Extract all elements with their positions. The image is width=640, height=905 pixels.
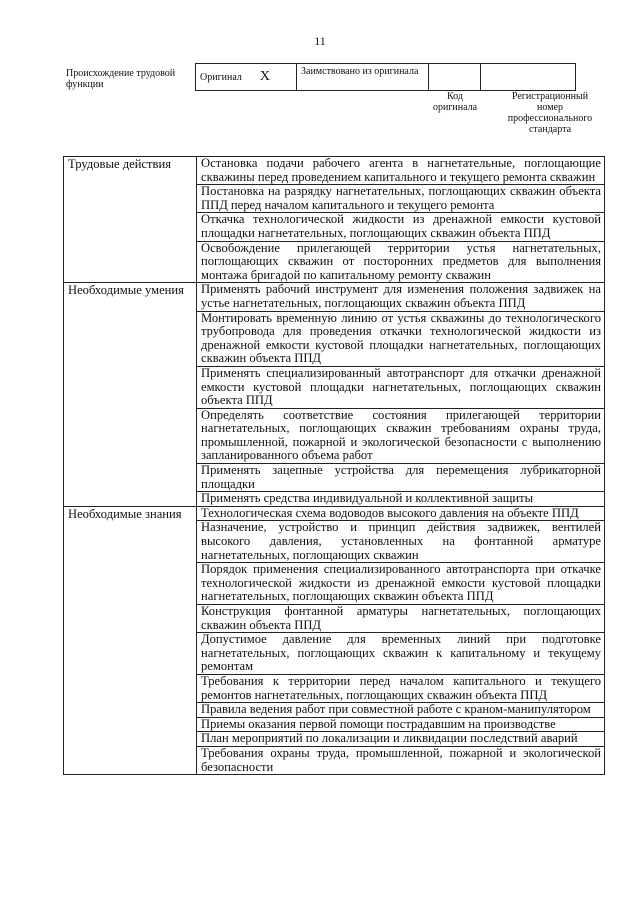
- required-knowledge-item: План мероприятий по локализации и ликвидации последствий аварий: [197, 732, 605, 747]
- table-row: [64, 283, 605, 311]
- labor-actions-heading: Трудовые действия: [64, 157, 197, 283]
- required-knowledge-item: Требования охраны труда, промышленной, пожарной и экологической безопасности: [197, 746, 605, 774]
- required-knowledge-item: Назначение, устройство и принцип действия задвижек, вентилей высокого давления, установленных на фонтанной арматуре нагнетательных, поглощающих скважин: [197, 521, 605, 563]
- required-knowledge-item: Допустимое давление для временных линий при подготовке нагнетательных, поглощающих скважин к капитальному и текущему ремонтам: [197, 633, 605, 675]
- required-skills-item: Применять рабочий инструмент для изменения положения задвижек на устье нагнетательных, поглощающих скважин объекта ППД: [197, 283, 605, 311]
- labor-actions-item: Откачка технологической жидкости из дренажной емкости кустовой площадки нагнетательных, поглощающих скважин объекта ППД: [197, 213, 605, 241]
- page-number: 11: [314, 34, 326, 48]
- required-skills-item: Применять специализированный автотранспорт для откачки дренажной емкости кустовой площадки нагнетательных, поглощающих скважин объекта ППД: [197, 366, 605, 408]
- required-knowledge-item: Приемы оказания первой помощи пострадавшим на производстве: [197, 717, 605, 732]
- required-skills-item: Определять соответствие состояния прилегающей территории нагнетательных, поглощающих скважин требованиям охраны труда, промышленной, пожарной и экологической безопасности с выполнению запланированного объема работ: [197, 408, 605, 463]
- required-knowledge-item: Требования к территории перед началом капитального и текущего ремонтов нагнетательных, поглощающих скважин объекта ППД: [197, 674, 605, 702]
- borrowed-cell: [297, 64, 429, 91]
- original-label: Оригинал: [200, 72, 242, 83]
- registration-cell: [481, 64, 576, 91]
- borrowed-label: Заимствовано из оригинала: [301, 66, 419, 77]
- required-knowledge-heading: Необходимые знания: [64, 506, 197, 774]
- original-cell: [196, 64, 297, 91]
- required-skills-item: Монтировать временную линию от устья скважины до технологического трубопровода для проведения откачки технологической жидкости из дренажной емкости кустовой площадки нагнетательных, поглощающих скважин объекта ППД: [197, 311, 605, 366]
- code-label: Код оригинала: [432, 91, 478, 113]
- required-knowledge-item: Конструкция фонтанной арматуры нагнетательных, поглощающих скважин объекта ППД: [197, 605, 605, 633]
- required-knowledge-item: Технологическая схема водоводов высокого давления на объекте ППД: [197, 506, 605, 521]
- code-cell: [429, 64, 481, 91]
- origin-label: Происхождение трудовой функции: [66, 68, 176, 90]
- table-row: [64, 506, 605, 521]
- labor-actions-item: Освобождение прилегающей территории устья нагнетательных, поглощающих скважин от посторонних предметов для выполнения монтажа бригадой по капитальному ремонту скважин: [197, 241, 605, 283]
- required-skills-item: Применять зацепные устройства для перемещения лубрикаторной площадки: [197, 464, 605, 492]
- labor-actions-item: Постановка на разрядку нагнетательных, поглощающих скважин объекта ППД перед началом капитального и текущего ремонта: [197, 185, 605, 213]
- labor-actions-item: Остановка подачи рабочего агента в нагнетательные, поглощающие скважины перед проведением капитального и текущего ремонта скважин: [197, 157, 605, 185]
- registration-label: Регистрационный номер профессионального стандарта: [507, 91, 593, 135]
- table-row: [64, 157, 605, 185]
- required-knowledge-item: Правила ведения работ при совместной работе с краном-манипулятором: [197, 703, 605, 718]
- labor-function-table: [63, 156, 605, 775]
- required-skills-heading: Необходимые умения: [64, 283, 197, 507]
- origin-table: [195, 63, 576, 91]
- required-knowledge-item: Порядок применения специализированного автотранспорта при откачке технологической жидкости из дренажной емкости кустовой площадки нагнетательных, поглощающих скважин объекта ППД: [197, 563, 605, 605]
- original-mark: X: [259, 69, 271, 84]
- required-skills-item: Применять средства индивидуальной и коллективной защиты: [197, 492, 605, 507]
